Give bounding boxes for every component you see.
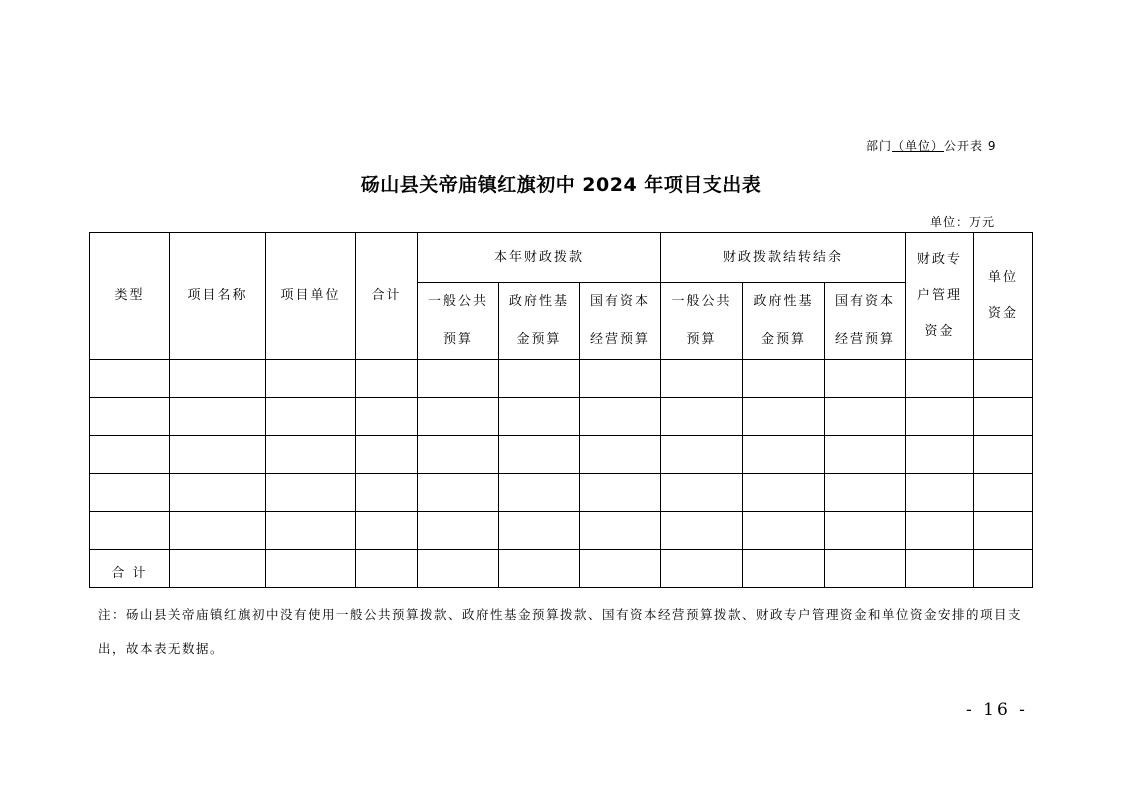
table-cell (266, 360, 356, 398)
form-id-unit: （单位） (892, 139, 945, 153)
header-type: 类型 (90, 233, 170, 360)
table-cell (661, 512, 743, 550)
table-cell (418, 512, 499, 550)
table-cell (906, 550, 974, 588)
table-cell (356, 474, 418, 512)
table-cell (580, 360, 661, 398)
total-row (90, 550, 1033, 588)
table-cell (90, 474, 170, 512)
header-total: 合计 (356, 233, 418, 360)
table-cell (743, 474, 825, 512)
table-cell (906, 512, 974, 550)
header-current-year-group: 本年财政拨款 (418, 233, 661, 283)
table-cell (418, 474, 499, 512)
table-cell (90, 512, 170, 550)
table-cell (743, 512, 825, 550)
table-cell (580, 398, 661, 436)
table-cell (580, 512, 661, 550)
table-cell (170, 474, 266, 512)
table-cell (170, 436, 266, 474)
table-cell (661, 550, 743, 588)
table-cell (974, 436, 1033, 474)
table-cell (825, 474, 906, 512)
project-expenditure-table (89, 232, 1033, 588)
header-unit-fund: 单位 资金 (974, 233, 1033, 360)
footnote: 注：砀山县关帝庙镇红旗初中没有使用一般公共预算拨款、政府性基金预算拨款、国有资本经营预算拨款、财政专户管理资金和单位资金安排的项目支出，故本表无数据。 (98, 607, 1023, 656)
table-cell (266, 436, 356, 474)
header-co-general: 一般公共 预算 (661, 283, 743, 360)
table-cell (661, 398, 743, 436)
table-cell (90, 360, 170, 398)
table-cell (906, 474, 974, 512)
table-cell (743, 550, 825, 588)
table-cell (743, 436, 825, 474)
header-cy-gov-fund: 政府性基 金预算 (499, 283, 580, 360)
header-project-unit: 项目单位 (266, 233, 356, 360)
table-cell (418, 360, 499, 398)
table-cell (743, 360, 825, 398)
table-cell (418, 550, 499, 588)
table-cell (825, 436, 906, 474)
table-cell (170, 360, 266, 398)
table-cell (266, 474, 356, 512)
form-id-prefix: 部门 (866, 139, 893, 153)
header-co-gov-fund: 政府性基 金预算 (743, 283, 825, 360)
table-cell (266, 512, 356, 550)
table-cell (974, 360, 1033, 398)
table-cell (356, 360, 418, 398)
form-id-label (866, 137, 996, 154)
table-cell (499, 436, 580, 474)
table-cell (90, 398, 170, 436)
table-cell (661, 474, 743, 512)
table-cell (743, 398, 825, 436)
page-number: - 16 - (966, 700, 1028, 720)
table-cell (974, 474, 1033, 512)
table-cell (906, 360, 974, 398)
header-co-state-capital: 国有资本 经营预算 (825, 283, 906, 360)
total-row-label: 合 计 (90, 550, 170, 588)
table-cell (356, 512, 418, 550)
header-special-fund: 财政专 户管理 资金 (906, 233, 974, 360)
header-carryover-group: 财政拨款结转结余 (661, 233, 906, 283)
header-cy-general: 一般公共 预算 (418, 283, 499, 360)
table-cell (580, 474, 661, 512)
table-cell (90, 436, 170, 474)
table-cell (974, 398, 1033, 436)
table-cell (418, 436, 499, 474)
unit-label: 单位：万元 (930, 215, 996, 229)
table-row (90, 474, 1033, 512)
table-row (90, 512, 1033, 550)
table-cell (974, 512, 1033, 550)
table-cell (266, 398, 356, 436)
header-project-name: 项目名称 (170, 233, 266, 360)
table-cell (661, 360, 743, 398)
table-cell (418, 398, 499, 436)
page-title: 砀山县关帝庙镇红旗初中 2024 年项目支出表 (360, 174, 762, 196)
table-row (90, 398, 1033, 436)
table-row (90, 436, 1033, 474)
table-cell (170, 550, 266, 588)
table-cell (356, 398, 418, 436)
table-cell (170, 398, 266, 436)
table-cell (356, 436, 418, 474)
table-cell (356, 550, 418, 588)
table-cell (499, 360, 580, 398)
table-cell (661, 436, 743, 474)
header-row-1 (90, 233, 1033, 283)
table-cell (580, 550, 661, 588)
table-row (90, 360, 1033, 398)
table-cell (499, 398, 580, 436)
table-cell (906, 436, 974, 474)
header-cy-state-capital: 国有资本 经营预算 (580, 283, 661, 360)
table-cell (825, 398, 906, 436)
table-cell (825, 512, 906, 550)
table-cell (266, 550, 356, 588)
table-cell (825, 550, 906, 588)
table-cell (499, 550, 580, 588)
form-id-suffix: 公开表 9 (944, 139, 997, 153)
table-cell (906, 398, 974, 436)
table-cell (499, 474, 580, 512)
table-cell (499, 512, 580, 550)
table-cell (580, 436, 661, 474)
table-cell (974, 550, 1033, 588)
table-cell (170, 512, 266, 550)
table-cell (825, 360, 906, 398)
